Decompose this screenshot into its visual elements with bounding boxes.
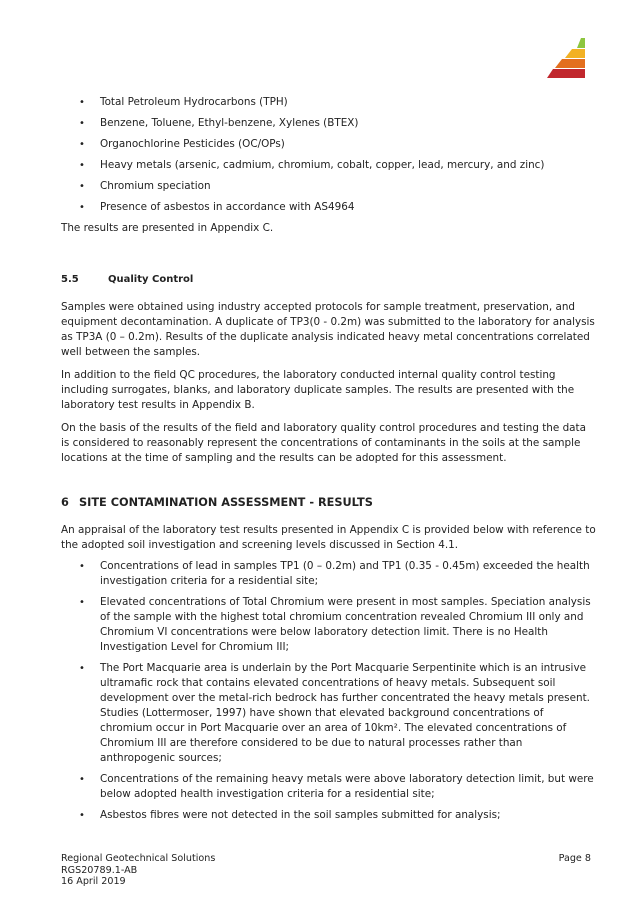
section-heading-results bbox=[61, 495, 597, 510]
section-number: 6 bbox=[61, 496, 69, 509]
section-title: SITE CONTAMINATION ASSESSMENT - RESULTS bbox=[79, 496, 373, 509]
section-heading-quality-control bbox=[61, 272, 597, 287]
footer-date: 16 April 2019 bbox=[61, 876, 126, 887]
logo-stripe-green bbox=[577, 38, 585, 48]
paragraph: Samples were obtained using industry accepted protocols for sample treatment, preservation, and equipment decontamination. A duplicate of TP3(0 - 0.2m) was submitted to the laboratory for analysis as TP3A (0 – 0.2m). Results of the duplicate analysis indicated heavy metal concentrations correlated well between the samples. bbox=[61, 301, 595, 358]
document-body bbox=[61, 95, 597, 829]
list-item: • The Port Macquarie area is underlain by the Port Macquarie Serpentinite which is an intrusive ultramafic rock that contains elevated concentrations of heavy metals. Subsequent soil development over the metal-rich bedrock has further concentrated the heavy metals present. Studies (Lottermoser, 1997) have shown that elevated background concentrations of chromium occur in Port Macquarie over an area of 10km². The elevated concentrations of Chromium III are therefore considered to be due to natural processes rather than anthropogenic sources; bbox=[61, 661, 597, 766]
paragraph: On the basis of the results of the field and laboratory quality control procedures and testing the data is considered to reasonably represent the concentrations of contaminants in the soils at the sample locations at the time of sampling and the results can be adopted for this assessment. bbox=[61, 422, 586, 464]
list-item: • Presence of asbestos in accordance with AS4964 bbox=[61, 200, 597, 215]
list-item: • Total Petroleum Hydrocarbons (TPH) bbox=[61, 95, 597, 110]
results-list bbox=[61, 559, 597, 823]
page-footer bbox=[61, 853, 597, 888]
results-note: The results are presented in Appendix C. bbox=[61, 222, 274, 234]
list-item: • Concentrations of the remaining heavy metals were above laboratory detection limit, but were below adopted health investigation criteria for a residential site; bbox=[61, 772, 597, 802]
logo-stripe-red bbox=[547, 69, 585, 78]
company-logo bbox=[547, 38, 589, 80]
list-item: • Elevated concentrations of Total Chromium were present in most samples. Speciation analysis of the sample with the highest total chromium concentration revealed Chromium III only and Chromium VI concentrations were below laboratory detection limit. There is no Health Investigation Level for Chromium III; bbox=[61, 595, 597, 655]
logo-stripe-yellow bbox=[565, 49, 585, 58]
page-number: Page 8 bbox=[558, 853, 591, 864]
paragraph: In addition to the field QC procedures, the laboratory conducted internal quality control testing including surrogates, blanks, and laboratory duplicate samples. The results are presented with the laboratory test results in Appendix B. bbox=[61, 369, 575, 411]
logo-stripe-orange bbox=[555, 59, 585, 68]
list-item: • Concentrations of lead in samples TP1 (0 – 0.2m) and TP1 (0.35 - 0.45m) exceeded the health investigation criteria for a residential site; bbox=[61, 559, 597, 589]
list-item: • Heavy metals (arsenic, cadmium, chromium, cobalt, copper, lead, mercury, and zinc) bbox=[61, 158, 597, 173]
section-number: 5.5 bbox=[61, 274, 79, 285]
list-item: • Chromium speciation bbox=[61, 179, 597, 194]
list-item: • Benzene, Toluene, Ethyl-benzene, Xylenes (BTEX) bbox=[61, 116, 597, 131]
section-title: Quality Control bbox=[108, 274, 194, 285]
analyte-list bbox=[61, 95, 597, 215]
paragraph: An appraisal of the laboratory test results presented in Appendix C is provided below with reference to the adopted soil investigation and screening levels discussed in Section 4.1. bbox=[61, 524, 596, 551]
footer-reference: RGS20789.1-AB bbox=[61, 864, 138, 876]
footer-company: Regional Geotechnical Solutions bbox=[61, 853, 216, 864]
list-item: • Asbestos fibres were not detected in the soil samples submitted for analysis; bbox=[61, 808, 597, 823]
list-item: • Organochlorine Pesticides (OC/OPs) bbox=[61, 137, 597, 152]
